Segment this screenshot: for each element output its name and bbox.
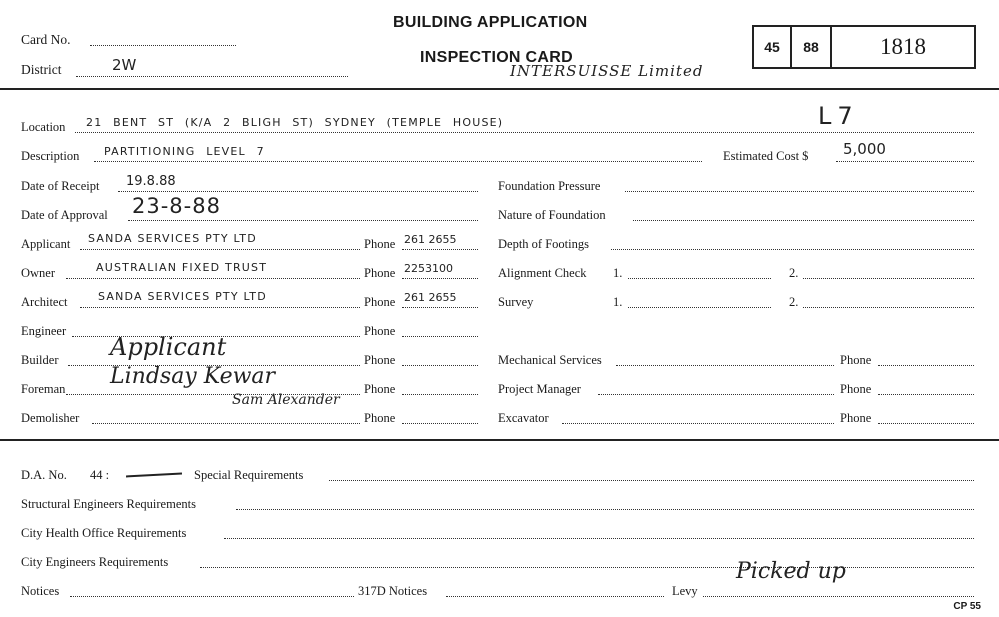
applicant-value: SANDA SERVICES PTY LTD	[88, 232, 257, 245]
foreman-value-2: Sam Alexander	[232, 392, 340, 408]
builder-value: Applicant	[110, 333, 227, 361]
builder-phone-line	[402, 365, 478, 366]
builder-label: Builder	[21, 353, 59, 367]
mechanical-label: Mechanical Services	[498, 353, 602, 367]
card-no-line	[90, 45, 236, 46]
nature-foundation-label: Nature of Foundation	[498, 208, 606, 222]
mechanical-phone-line	[878, 365, 974, 366]
alignment-check-label: Alignment Check	[498, 266, 587, 280]
excavator-label: Excavator	[498, 411, 549, 425]
district-value: 2W	[112, 56, 137, 74]
levy-value: Picked up	[736, 559, 846, 584]
depth-footings-label: Depth of Footings	[498, 237, 589, 251]
date-approval-line	[128, 220, 478, 221]
description-value: PARTITIONING LEVEL 7	[104, 145, 265, 158]
box-number: 1818	[880, 34, 926, 59]
header-divider	[0, 88, 999, 90]
da-no-dash	[126, 473, 182, 478]
owner-line	[66, 278, 360, 279]
date-receipt-value: 19.8.88	[126, 174, 176, 189]
levy-line	[703, 596, 974, 597]
foundation-pressure-line	[625, 191, 974, 192]
owner-phone-line	[402, 278, 478, 279]
architect-line	[80, 307, 360, 308]
estimated-cost-label: Estimated Cost $	[723, 149, 809, 163]
date-receipt-line	[118, 191, 478, 192]
engineer-phone-label: Phone	[364, 324, 396, 338]
foreman-value: Lindsay Kewar	[110, 364, 276, 389]
da-no-value: 44 :	[90, 468, 110, 482]
alignment-check-num2: 2.	[789, 266, 799, 280]
level-mark: L7	[818, 102, 859, 130]
health-requirements-label: City Health Office Requirements	[21, 526, 187, 540]
box-cell-1: 45	[754, 27, 792, 67]
notices-label: Notices	[21, 584, 60, 598]
owner-phone-label: Phone	[364, 266, 396, 280]
health-requirements-line	[224, 538, 974, 539]
district-label: District	[21, 62, 62, 77]
location-label: Location	[21, 120, 66, 134]
city-engineers-requirements-label: City Engineers Requirements	[21, 555, 169, 569]
survey-line2	[803, 307, 974, 308]
architect-phone-line	[402, 307, 478, 308]
project-manager-label: Project Manager	[498, 382, 581, 396]
nature-foundation-line	[633, 220, 974, 221]
architect-value: SANDA SERVICES PTY LTD	[98, 290, 267, 303]
description-line	[94, 161, 702, 162]
special-requirements-line	[329, 480, 974, 481]
estimated-cost-value: 5,000	[843, 140, 886, 158]
mechanical-phone-label: Phone	[840, 353, 872, 367]
foreman-label: Foreman	[21, 382, 66, 396]
description-label: Description	[21, 149, 80, 163]
excavator-phone-line	[878, 423, 974, 424]
foundation-pressure-label: Foundation Pressure	[498, 179, 601, 193]
structural-requirements-line	[236, 509, 974, 510]
notices-line	[70, 596, 354, 597]
owner-phone: 2253100	[404, 262, 453, 275]
form-title: BUILDING APPLICATION	[393, 14, 588, 31]
form-subtitle: INSPECTION CARD	[420, 49, 573, 66]
location-line	[75, 132, 974, 133]
estimated-cost-line	[836, 161, 974, 162]
alignment-check-line2	[803, 278, 974, 279]
special-requirements-label: Special Requirements	[194, 468, 304, 482]
owner-value: AUSTRALIAN FIXED TRUST	[96, 261, 268, 274]
company-handwritten: INTERSUISSE Limited	[510, 62, 704, 80]
district-line	[76, 76, 348, 77]
applicant-phone-label: Phone	[364, 237, 396, 251]
applicant-label: Applicant	[21, 237, 71, 251]
317d-notices-line	[446, 596, 664, 597]
survey-num1: 1.	[613, 295, 623, 309]
form-code: CP 55	[953, 601, 981, 612]
mechanical-line	[616, 365, 834, 366]
architect-label: Architect	[21, 295, 68, 309]
architect-phone-label: Phone	[364, 295, 396, 309]
alignment-check-line1	[628, 278, 771, 279]
foreman-phone-line	[402, 394, 478, 395]
survey-label: Survey	[498, 295, 534, 309]
city-engineers-requirements-line	[200, 567, 974, 568]
card-number-box	[752, 25, 976, 69]
date-approval-label: Date of Approval	[21, 208, 108, 222]
da-no-label: D.A. No.	[21, 468, 67, 482]
demolisher-line	[92, 423, 360, 424]
section-divider	[0, 439, 999, 441]
project-manager-line	[598, 394, 834, 395]
levy-label: Levy	[672, 584, 698, 598]
date-receipt-label: Date of Receipt	[21, 179, 100, 193]
demolisher-phone-label: Phone	[364, 411, 396, 425]
applicant-phone: 261 2655	[404, 233, 457, 246]
owner-label: Owner	[21, 266, 56, 280]
applicant-phone-line	[402, 249, 478, 250]
date-approval-value: 23-8-88	[132, 194, 221, 218]
engineer-phone-line	[402, 336, 478, 337]
engineer-label: Engineer	[21, 324, 67, 338]
location-value: 21 BENT ST (K/A 2 BLIGH ST) SYDNEY (TEMPLE HOUSE)	[86, 116, 504, 129]
alignment-check-num1: 1.	[613, 266, 623, 280]
excavator-phone-label: Phone	[840, 411, 872, 425]
architect-phone: 261 2655	[404, 291, 457, 304]
317d-notices-label: 317D Notices	[358, 584, 428, 598]
demolisher-phone-line	[402, 423, 478, 424]
card-no-label: Card No.	[21, 32, 71, 47]
project-manager-phone-label: Phone	[840, 382, 872, 396]
depth-footings-line	[611, 249, 974, 250]
box-cell-2: 88	[792, 27, 832, 67]
survey-num2: 2.	[789, 295, 799, 309]
project-manager-phone-line	[878, 394, 974, 395]
excavator-line	[562, 423, 834, 424]
applicant-line	[80, 249, 360, 250]
foreman-phone-label: Phone	[364, 382, 396, 396]
structural-requirements-label: Structural Engineers Requirements	[21, 497, 196, 511]
demolisher-label: Demolisher	[21, 411, 80, 425]
builder-phone-label: Phone	[364, 353, 396, 367]
survey-line1	[628, 307, 771, 308]
